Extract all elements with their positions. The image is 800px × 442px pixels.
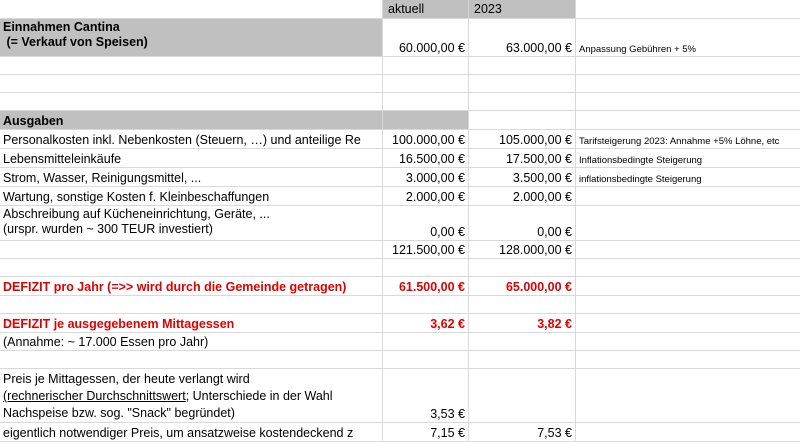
empty-cell[interactable] xyxy=(383,75,469,93)
ausgaben-item-aktuell-value: 2.000,00 € xyxy=(405,190,465,204)
notwendig-aktuell[interactable] xyxy=(383,423,469,442)
einnahmen-subtitle: (= Verkauf von Speisen) xyxy=(3,35,148,49)
notwendig-text: eigentlich notwendiger Preis, um ansatzweise kostendeckend z xyxy=(3,426,354,440)
summe-2023-value: 128.000,00 € xyxy=(499,243,572,257)
empty-cell[interactable] xyxy=(576,57,800,75)
empty-cell[interactable] xyxy=(383,259,469,277)
empty-cell[interactable] xyxy=(383,57,469,75)
empty-cell[interactable] xyxy=(469,93,576,111)
defizit-essen-aktuell-value: 3,62 € xyxy=(430,317,465,331)
ausgaben-item-aktuell-value: 16.500,00 € xyxy=(398,152,465,166)
empty-cell[interactable] xyxy=(576,111,800,130)
empty-cell[interactable] xyxy=(576,93,800,111)
ausgaben-item-label[interactable] xyxy=(0,149,383,168)
preis-row xyxy=(0,369,800,423)
ausgaben-item-text: Wartung, sonstige Kosten f. Kleinbeschaffungen xyxy=(3,190,270,204)
ausgaben-item-aktuell[interactable] xyxy=(383,149,469,168)
defizit-jahr-text: DEFIZIT pro Jahr (=>> wird durch die Gemeinde getragen) xyxy=(3,280,347,294)
defizit-essen-2023-value: 3,82 € xyxy=(537,317,572,331)
abschreibung-line1: Abschreibung auf Kücheneinrichtung, Geräte, ... xyxy=(3,207,270,221)
header-aktuell[interactable]: aktuell xyxy=(383,0,469,19)
empty-row xyxy=(0,93,800,111)
summe-row xyxy=(0,241,800,259)
einnahmen-title: Einnahmen Cantina xyxy=(3,20,120,34)
ausgaben-item-row xyxy=(0,130,800,149)
notwendig-label[interactable] xyxy=(0,423,383,442)
einnahmen-note[interactable] xyxy=(576,19,800,57)
empty-row xyxy=(0,296,800,314)
abschreibung-2023[interactable] xyxy=(469,206,576,241)
einnahmen-note-text: Anpassung Gebühren + 5% xyxy=(579,44,696,55)
summe-2023[interactable] xyxy=(469,241,576,259)
empty-row xyxy=(0,75,800,93)
empty-cell[interactable] xyxy=(469,296,576,314)
empty-cell[interactable] xyxy=(576,241,800,259)
empty-cell[interactable] xyxy=(469,75,576,93)
preis-aktuell[interactable] xyxy=(383,369,469,423)
summe-aktuell-value: 121.500,00 € xyxy=(392,243,465,257)
empty-cell[interactable] xyxy=(0,351,383,369)
empty-cell[interactable] xyxy=(0,75,383,93)
header-row xyxy=(0,0,800,19)
defizit-jahr-aktuell-value: 61.500,00 € xyxy=(398,280,465,294)
empty-cell[interactable] xyxy=(469,111,576,130)
empty-cell[interactable] xyxy=(576,314,800,333)
empty-cell[interactable] xyxy=(0,296,383,314)
ausgaben-item-2023[interactable] xyxy=(469,168,576,187)
ausgaben-row xyxy=(0,111,800,130)
ausgaben-item-2023-value: 17.500,00 € xyxy=(505,152,572,166)
empty-cell[interactable] xyxy=(0,241,383,259)
einnahmen-row xyxy=(0,19,800,57)
ausgaben-item-note[interactable] xyxy=(576,187,800,206)
ausgaben-item-text: Strom, Wasser, Reinigungsmittel, ... xyxy=(3,171,202,185)
notwendig-2023[interactable] xyxy=(469,423,576,442)
defizit-jahr-aktuell[interactable] xyxy=(383,277,469,296)
empty-cell[interactable] xyxy=(576,423,800,442)
notwendig-aktuell-value: 7,15 € xyxy=(430,426,465,440)
header-cell-a[interactable] xyxy=(0,0,383,19)
empty-cell[interactable] xyxy=(469,259,576,277)
defizit-jahr-2023-value: 65.000,00 € xyxy=(505,280,572,294)
ausgaben-item-label[interactable] xyxy=(0,168,383,187)
preis-aktuell-value: 3,53 € xyxy=(430,407,465,421)
defizit-essen-2023[interactable] xyxy=(469,314,576,333)
notwendig-row xyxy=(0,423,800,442)
empty-cell[interactable] xyxy=(576,206,800,241)
empty-cell[interactable] xyxy=(469,57,576,75)
summe-aktuell[interactable] xyxy=(383,241,469,259)
ausgaben-item-note-text: Tarifsteigerung 2023: Annahme +5% Löhne, etc xyxy=(579,136,780,147)
ausgaben-item-label[interactable] xyxy=(0,187,383,206)
empty-cell[interactable] xyxy=(576,333,800,351)
ausgaben-item-aktuell-value: 100.000,00 € xyxy=(392,133,465,147)
preis-line2-rest: ; Unterschiede in der Wahl xyxy=(185,389,333,403)
ausgaben-item-note[interactable] xyxy=(576,130,800,149)
einnahmen-aktuell-value: 60.000,00 € xyxy=(398,41,465,55)
einnahmen-2023[interactable] xyxy=(469,19,576,57)
ausgaben-title: Ausgaben xyxy=(3,114,64,128)
ausgaben-item-note[interactable] xyxy=(576,149,800,168)
abschreibung-aktuell-value: 0,00 € xyxy=(430,225,465,239)
empty-cell[interactable] xyxy=(576,296,800,314)
einnahmen-aktuell[interactable] xyxy=(383,19,469,57)
empty-cell[interactable] xyxy=(383,296,469,314)
preis-line2 xyxy=(3,388,379,405)
ausgaben-item-label[interactable] xyxy=(0,130,383,149)
empty-cell[interactable] xyxy=(0,259,383,277)
ausgaben-title-cell[interactable] xyxy=(0,111,383,130)
defizit-jahr-2023[interactable] xyxy=(469,277,576,296)
ausgaben-item-note-text: Inflationsbedingte Steigerung xyxy=(579,155,703,166)
defizit-essen-aktuell[interactable] xyxy=(383,314,469,333)
ausgaben-item-row xyxy=(0,187,800,206)
empty-cell[interactable] xyxy=(576,259,800,277)
ausgaben-item-row xyxy=(0,168,800,187)
einnahmen-2023-value: 63.000,00 € xyxy=(505,41,572,55)
empty-row xyxy=(0,57,800,75)
ausgaben-aktuell-cell[interactable] xyxy=(383,111,469,130)
header-cell-d[interactable] xyxy=(576,0,800,19)
ausgaben-item-aktuell[interactable] xyxy=(383,187,469,206)
empty-cell[interactable] xyxy=(383,333,469,351)
abschreibung-aktuell[interactable] xyxy=(383,206,469,241)
empty-cell[interactable] xyxy=(469,351,576,369)
preis-line1: Preis je Mittagessen, der heute verlangt wird xyxy=(3,372,250,386)
preis-line3: Nachspeise bzw. sog. "Snack" begründet) xyxy=(3,406,235,420)
abschreibung-row xyxy=(0,206,800,241)
ausgaben-item-2023-value: 105.000,00 € xyxy=(499,133,572,147)
abschreibung-2023-value: 0,00 € xyxy=(537,225,572,239)
ausgaben-item-row xyxy=(0,149,800,168)
einnahmen-label-cell[interactable] xyxy=(0,19,383,57)
defizit-essen-text: DEFIZIT je ausgegebenem Mittagessen xyxy=(3,317,235,331)
ausgaben-item-2023[interactable] xyxy=(469,130,576,149)
ausgaben-item-text: Personalkosten inkl. Nebenkosten (Steuern, …) und anteilige Re xyxy=(3,133,361,147)
empty-cell[interactable] xyxy=(0,93,383,111)
preis-label-cell[interactable] xyxy=(0,369,383,423)
empty-row xyxy=(0,351,800,369)
empty-cell[interactable] xyxy=(383,351,469,369)
empty-row xyxy=(0,259,800,277)
ausgaben-item-text: Lebensmitteleinkäufe xyxy=(3,152,122,166)
annahme-label[interactable] xyxy=(0,333,383,351)
ausgaben-item-2023[interactable] xyxy=(469,187,576,206)
ausgaben-item-aktuell-value: 3.000,00 € xyxy=(405,171,465,185)
annahme-row xyxy=(0,333,800,351)
annahme-text: (Annahme: ~ 17.000 Essen pro Jahr) xyxy=(3,335,209,349)
ausgaben-item-2023-value: 2.000,00 € xyxy=(512,190,572,204)
defizit-essen-row xyxy=(0,314,800,333)
preis-line2-underlined: (rechnerischer Durchschnittswert xyxy=(3,389,186,403)
ausgaben-item-2023[interactable] xyxy=(469,149,576,168)
abschreibung-label-cell[interactable] xyxy=(0,206,383,241)
defizit-jahr-label[interactable] xyxy=(0,277,383,296)
ausgaben-item-note[interactable] xyxy=(576,168,800,187)
notwendig-2023-value: 7,53 € xyxy=(537,426,572,440)
ausgaben-item-aktuell[interactable] xyxy=(383,168,469,187)
header-2023[interactable]: 2023 xyxy=(469,0,576,19)
ausgaben-item-aktuell[interactable] xyxy=(383,130,469,149)
abschreibung-line2: (urspr. wurden ~ 300 TEUR investiert) xyxy=(3,222,213,236)
defizit-essen-label[interactable] xyxy=(0,314,383,333)
empty-cell[interactable] xyxy=(576,75,800,93)
ausgaben-item-note-text: inflationsbedingte Steigerung xyxy=(579,174,702,185)
empty-cell[interactable] xyxy=(576,351,800,369)
empty-cell[interactable] xyxy=(576,369,800,423)
defizit-jahr-row xyxy=(0,277,800,296)
empty-cell[interactable] xyxy=(469,369,576,423)
ausgaben-item-2023-value: 3.500,00 € xyxy=(512,171,572,185)
empty-cell[interactable] xyxy=(576,277,800,296)
empty-cell[interactable] xyxy=(469,333,576,351)
empty-cell[interactable] xyxy=(0,57,383,75)
empty-cell[interactable] xyxy=(383,93,469,111)
